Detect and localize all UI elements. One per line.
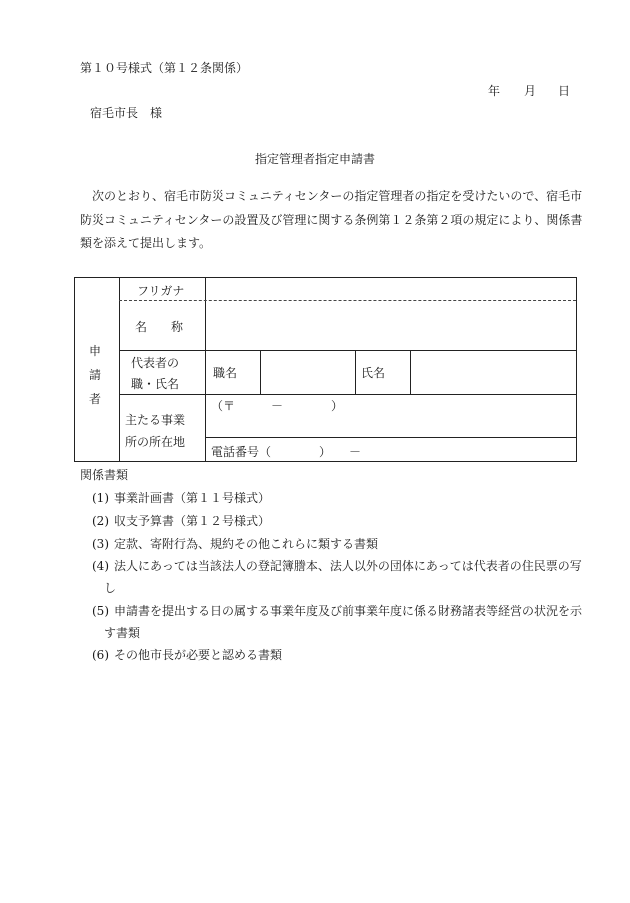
date-month: 月 (524, 84, 537, 98)
list-item-number: (6) (92, 648, 109, 662)
list-item-continuation: す書類 (104, 626, 141, 640)
list-item (92, 489, 270, 506)
list-item-number: (2) (92, 514, 109, 528)
list-item-text: 法人にあっては当該法人の登記簿謄本、法人以外の団体にあっては代表者の住民票の写 (114, 559, 582, 573)
position-label: 職名 (213, 366, 238, 380)
list-item-text: その他市長が必要と認める書類 (114, 648, 283, 662)
list-item (92, 557, 582, 574)
list-item-text: 事業計画書（第１１号様式） (114, 491, 271, 505)
list-item-number: (4) (92, 559, 109, 573)
date-year: 年 (488, 84, 501, 98)
related-documents-heading: 関係書類 (80, 468, 129, 482)
person-name-label: 氏名 (361, 366, 386, 380)
list-item-text: 定款、寄附行為、規約その他これらに類する書類 (114, 537, 379, 551)
applicant-label-2: 請 (89, 368, 102, 382)
list-item-number: (1) (92, 491, 109, 505)
applicant-label-3: 者 (89, 392, 102, 406)
phone-field: 電話番号（ ） － (211, 445, 362, 459)
postal-code-field: （〒 － ） (211, 399, 344, 413)
list-item-number: (3) (92, 537, 109, 551)
form-number: 第１０号様式（第１２条関係） (80, 61, 249, 75)
body-line: 次のとおり、宿毛市防災コミュニティセンターの指定管理者の指定を受けたいので、宿毛市 (92, 189, 583, 203)
list-item (92, 646, 282, 663)
representative-label-1: 代表者の (131, 356, 180, 370)
list-item (92, 535, 378, 552)
body-line: 防災コミュニティセンターの設置及び管理に関する条例第１２条第２項の規定により、関係書 (80, 212, 583, 227)
representative-label-2: 職・氏名 (131, 377, 180, 391)
address-label-1: 主たる事業 (125, 413, 186, 427)
furigana-label: フリガナ (137, 284, 185, 298)
body-paragraph (80, 185, 583, 256)
list-item (92, 512, 270, 529)
list-item-number: (5) (92, 604, 109, 618)
name-label: 名 称 (135, 320, 184, 334)
date-line (488, 82, 570, 99)
list-item-continuation: し (104, 581, 117, 595)
application-table (74, 277, 577, 462)
address-label-2: 所の所在地 (125, 435, 186, 449)
applicant-label-1: 申 (89, 344, 102, 358)
date-day: 日 (558, 84, 571, 98)
addressee: 宿毛市長 様 (90, 106, 163, 120)
list-item-text: 収支予算書（第１２号様式） (114, 514, 271, 528)
body-line: 類を添えて提出します。 (80, 236, 212, 250)
list-item-text: 申請書を提出する日の属する事業年度及び前事業年度に係る財務諸表等経営の状況を示 (114, 604, 583, 618)
document-title: 指定管理者指定申請書 (254, 152, 375, 166)
list-item (92, 602, 582, 619)
